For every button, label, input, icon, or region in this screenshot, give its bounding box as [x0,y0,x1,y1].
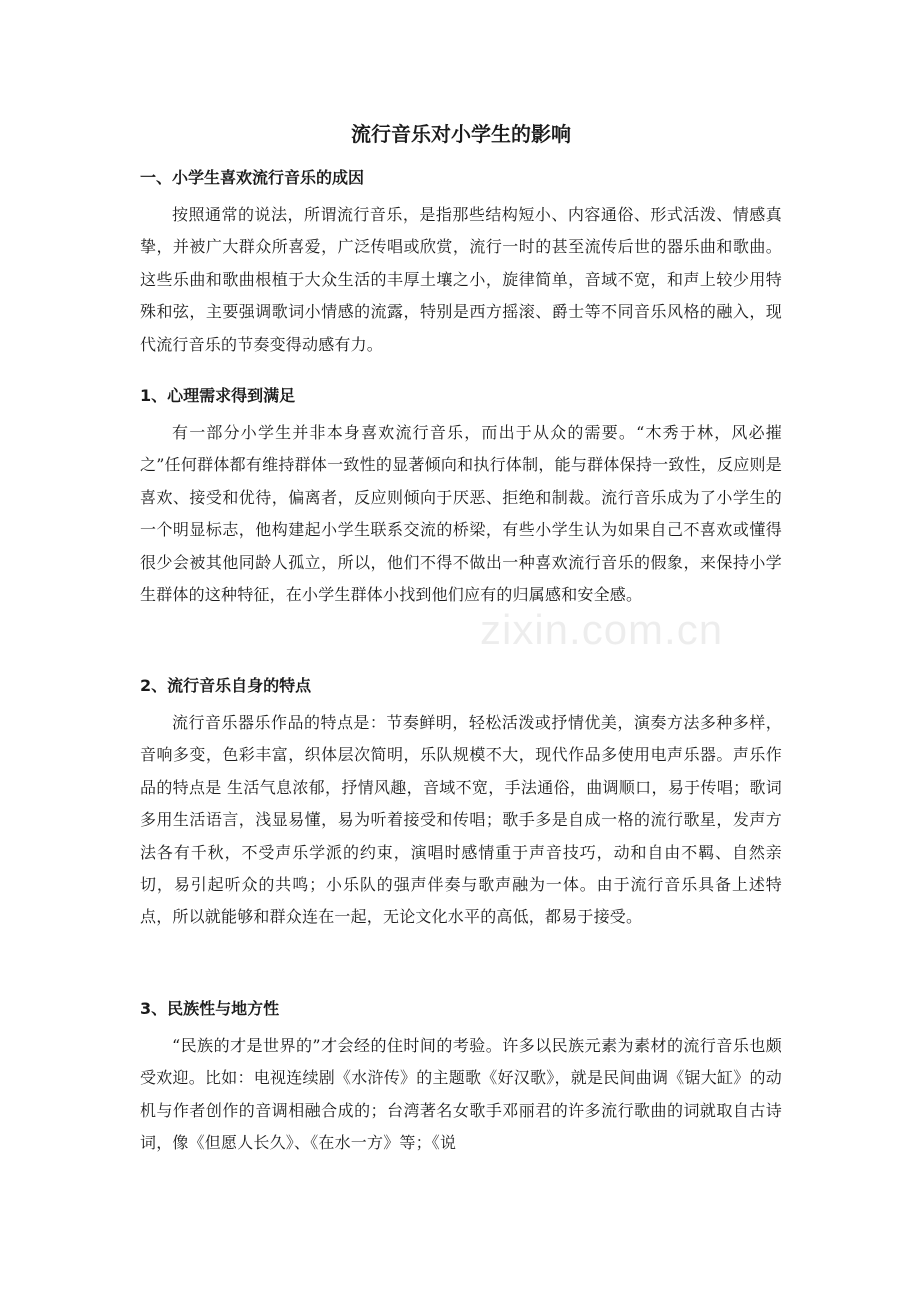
paragraph-conformity: 有一部分小学生并非本身喜欢流行音乐，而出于从众的需要。“木秀于林，风必摧之”任何群体都有维持群体一致性的显著倾向和执行体制，能与群体保持一致性，反应则是喜欢、接受和优待，偏离者，反应则倾向于厌恶、拒绝和制裁。流行音乐成为了小学生的一个明显标志，他构建起小学生联系交流的桥梁，有些小学生认为如果自己不喜欢或懂得很少会被其他同龄人孤立，所以，他们不得不做出一种喜欢流行音乐的假象，来保持小学生群体的这种特征，在小学生群体小找到他们应有的归属感和安全感。 [140,423,782,605]
subheading-psychological-needs: 1、心理需求得到满足 [140,386,296,405]
section-heading-causes: 一、小学生喜欢流行音乐的成因 [140,168,365,187]
paragraph-features: 流行音乐器乐作品的特点是：节奏鲜明，轻松活泼或抒情优美，演奏方法多种多样，音响多变，色彩丰富，织体层次简明，乐队规模不大，现代作品多使用电声乐器。声乐作品的特点是 生活气息浓郁，抒情风趣，音域不宽，手法通俗，曲调顺口，易于传唱；歌词多用生活语言，浅显易懂，易为听着接受和传唱；歌手多是自成一格的流行歌星，发声方法各有千秋，不受声乐学派的约束，演唱时感情重于声音技巧，动和自由不羁、自然亲切，易引起听众的共鸣；小乐队的强声伴奏与歌声融为一体。由于流行音乐具备上述特点，所以就能够和群众连在一起，无论文化水平的高低，都易于接受。 [140,713,782,927]
watermark: zixin.com.cn [480,606,724,653]
paragraph-national: “民族的才是世界的”才会经的住时间的考验。许多以民族元素为素材的流行音乐也颇受欢迎。比如：电视连续剧《水浒传》的主题歌《好汉歌》，就是民间曲调《锯大缸》的动机与作者创作的音调相融合成的；台湾著名女歌手邓丽君的许多流行歌曲的词就取自古诗词，像《但愿人长久》、《在水一方》等；《说 [140,1036,782,1153]
document-title: 流行音乐对小学生的影响 [351,122,571,146]
subheading-national-regional: 3、民族性与地方性 [140,999,280,1018]
subheading-music-features: 2、流行音乐自身的特点 [140,676,312,695]
paragraph-definition: 按照通常的说法，所谓流行音乐，是指那些结构短小、内容通俗、形式活泼、情感真挚，并被广大群众所喜爱，广泛传唱或欣赏，流行一时的甚至流传后世的器乐曲和歌曲。这些乐曲和歌曲根植于大众生活的丰厚土壤之小，旋律简单，音域不宽，和声上较少用特殊和弦，主要强调歌词小情感的流露，特别是西方摇滚、爵士等不同音乐风格的融入，现代流行音乐的节奏变得动感有力。 [140,205,782,354]
